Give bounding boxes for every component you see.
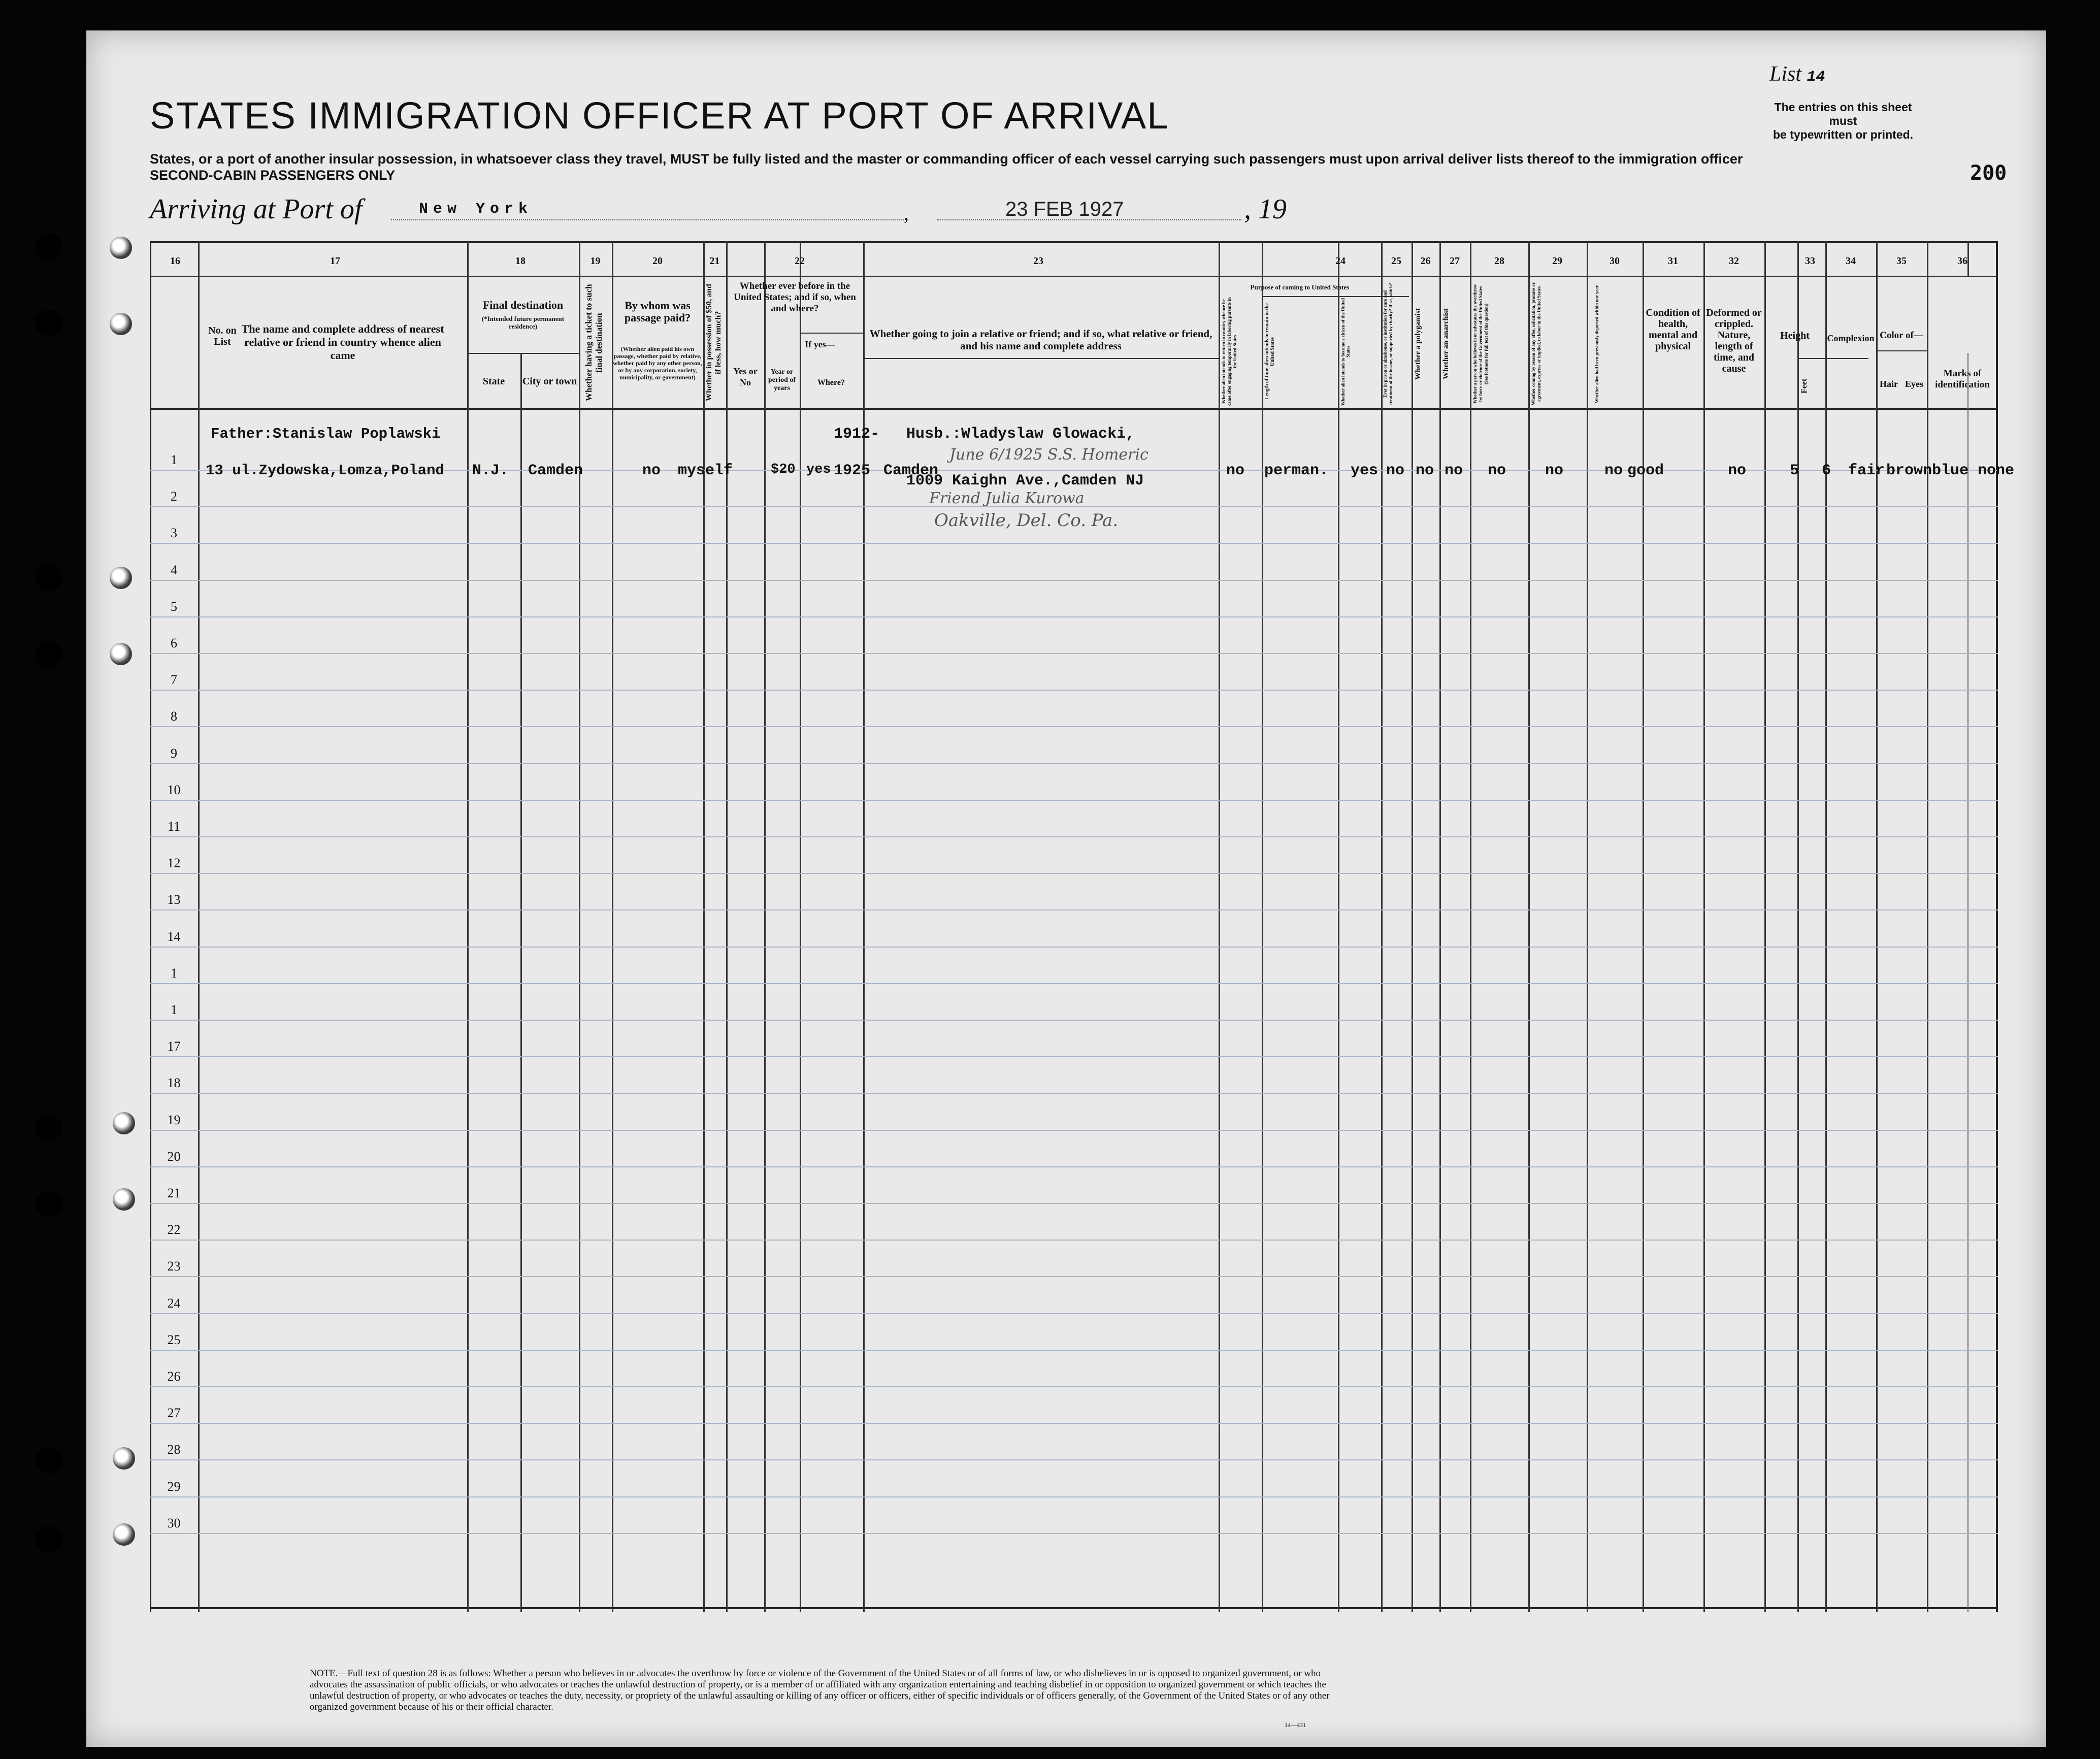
row-line [150,1459,1998,1460]
row-number: 12 [167,856,181,871]
row-number: 10 [167,782,181,797]
binder-hole [36,1526,62,1552]
row-line [150,726,1998,727]
binder-hole [36,641,62,667]
header-complexion: Complexion [1827,333,1875,343]
header-paid-by-sub: (Whether alien paid his own passage, whether paid by relative, whether paid by any other person, or by any corporation, society, municipality, or government) [613,345,702,381]
col-number: 23 [1033,255,1043,267]
year-label: , 19 [1244,193,1287,225]
typewritten-note: The entries on this sheet must be typewritten or printed. [1773,101,1914,141]
row-number: 9 [171,745,177,761]
col-number: 29 [1552,255,1562,267]
row-line [150,1423,1998,1424]
before-yes-no: yes [806,462,831,477]
row-line [150,1093,1998,1094]
row-number: 11 [167,819,181,834]
row-line [150,690,1998,691]
join-line2: 1009 Kaighn Ave.,Camden NJ [906,472,1144,490]
relative-name: Father:Stanislaw Poplawski [211,426,441,442]
header-purpose-b: Length of time alien intends to remain in the United States [1264,303,1275,400]
row-number: 23 [167,1259,181,1274]
anarchist-value: no [1445,462,1463,479]
binder-hole [113,1112,135,1134]
col-number: 16 [170,255,180,267]
row-number: 21 [167,1186,181,1200]
header-overthrow: Whether a person who believes in or advocates the overthrow by force or violence of the Government of the United States (See footnote for full text of this question) [1472,284,1489,404]
row-line [150,1386,1998,1387]
table-rows [150,409,1998,1607]
row-line [150,1350,1998,1351]
col-number: 24 [1335,255,1346,267]
row-number: 1 [171,1002,177,1017]
row-number: 8 [171,709,177,724]
binder-hole [113,1188,135,1211]
row-line [150,947,1998,948]
binder-hole [113,1523,135,1546]
paid-by-value: myself [678,462,733,479]
instructions: States, or a port of another insular possession, in whatsoever class they travel, MUST be fully listed and the master or commanding officer of each vessel carrying such passengers must upon arrival deliver lists thereof to the immigration officer [150,151,1743,167]
header-height: Height [1780,330,1810,341]
row-number: 6 [171,636,177,650]
feet-value: 5 [1790,462,1799,479]
row-number: 28 [167,1442,181,1457]
row-line [150,1130,1998,1131]
header-polygamist: Whether a polygamist [1414,308,1422,380]
hair-value: brown [1886,462,1932,479]
header-marks: Marks of identification [1935,368,1990,390]
row-number: 3 [171,526,177,541]
header-year-period: Year or period of years [768,368,796,392]
col-number: 33 [1805,255,1815,267]
header-anarchist: Whether an anarchist [1442,308,1450,380]
row-line [150,1240,1998,1241]
binder-hole [110,237,132,259]
row-number: 17 [167,1039,181,1054]
col-number: 25 [1391,255,1401,267]
binder-hole [36,565,62,591]
header-eyes: Eyes [1905,379,1923,389]
ticket-value: no [642,462,661,479]
join-handwritten1: June 6/1925 S.S. Homeric [949,446,1149,464]
col-number: 18 [515,255,526,267]
header-color-of: Color of— [1880,330,1923,341]
purpose-b-value: perman. [1264,462,1329,479]
binder-hole [113,1447,135,1470]
row-number: 14 [167,929,181,944]
row-number: 7 [171,672,177,688]
where-value: Camden [883,462,939,479]
col-number: 26 [1420,255,1431,267]
col-number: 22 [795,255,805,267]
money-value: $20 [771,462,796,477]
row-number: 22 [167,1222,181,1237]
binder-hole [110,313,132,335]
join-handwritten3: Oakville, Del. Co. Pa. [934,510,1119,531]
header-ticket: Whether having a ticket to such final destination [584,284,604,402]
row-line [150,983,1998,984]
years-line1: 1912- [834,426,880,443]
purpose-c-value: yes [1351,462,1379,479]
row-line [150,800,1998,801]
row-number: 1 [171,452,177,467]
row-line [150,873,1998,874]
row-number: 2 [171,489,177,504]
header-city: City or town [522,376,577,387]
col-number: 20 [652,255,663,267]
polygamist-value: no [1416,462,1434,479]
row-line [150,1533,1998,1534]
row-number: 24 [167,1295,181,1311]
list-label: List 14 [1769,62,1825,86]
join-handwritten2: Friend Julia Kurowa [929,490,1085,507]
complexion-value: fair [1848,462,1885,479]
row-number: 26 [167,1369,181,1384]
prison-value: no [1386,462,1405,479]
binder-hole [36,1447,62,1474]
header-hair: Hair [1880,379,1898,389]
row-line [150,1056,1998,1057]
join-line1: Husb.:Wladyslaw Glowacki, [906,426,1135,443]
col-number: 36 [1957,255,1967,267]
header-yes-no: Yes or No [733,366,758,387]
header-condition: Condition of health, mental and physical [1646,307,1700,352]
row-line [150,1496,1998,1497]
relative-address: 13 ul.Zydowska,Lomza,Poland [206,462,444,479]
form-code: 14—431 [1285,1721,1306,1729]
manifest-sheet [86,30,2046,1747]
stamp-number: 200 [1970,161,2007,185]
inches-value: 6 [1822,462,1831,479]
page-title: STATES IMMIGRATION OFFICER AT PORT OF ARRIVAL [150,94,1169,137]
header-purpose-c: Whether alien intends to become a citizen of the United States [1340,298,1351,406]
header-prison: Ever in prison or almshouse, or institution for care and treatment of the insane, or supported by charity? If so, which? [1383,283,1393,405]
deformed-value: no [1728,462,1747,479]
row-number: 20 [167,1149,181,1164]
row-line [150,580,1998,581]
header-final-destination: Final destination [482,299,564,311]
class-label: SECOND-CABIN PASSENGERS ONLY [150,168,396,183]
date-stamp: 23 FEB 1927 [1005,198,1124,220]
port-line [391,219,904,220]
arriving-label: Arriving at Port of [150,193,363,225]
dest-state: N.J. [472,462,509,479]
footnote: NOTE.—Full text of question 28 is as follows: Whether a person who believes in or advocates the overthrow by force or violence of the Government of the United States or of all forms of law, or who disbelieves in or is opposed to organized government, or who advocates the assassination of public officials, or who advocates or teaches the unlawful destruction of property, or is a member of or affiliated with any organization entertaining and teaching disbelief in or opposition to organized government or which teaches the unlawful destruction of property, or who advocates or teaches the duty, necessity, or propriety of the unlawful assaulting or killing of any officer or officers, either of specific individuals or of officers generally, of the Government of the United States or of any other organized government because of his or their official character. [310,1668,1330,1712]
header-deported: Whether alien had been previously deported within one year [1594,285,1599,403]
row-line [150,1313,1998,1314]
header-purpose-a: Whether alien intends to return to country whence he came after engaging temporarily in laboring pursuits in the United States [1221,297,1237,406]
row-number: 25 [167,1332,181,1347]
header-feet: Feet [1800,378,1809,394]
row-line [150,616,1998,617]
row-line [150,763,1998,764]
col-number: 31 [1668,255,1678,267]
header-joining: Whether going to join a relative or friend; and if so, what relative or friend, and his name and complete address [869,328,1212,352]
header-where: Where? [817,378,845,387]
col-number: 30 [1610,255,1620,267]
overthrow-value: no [1488,462,1506,479]
col-number: 32 [1729,255,1739,267]
col-number: 17 [330,255,340,267]
condition-value: good [1627,462,1664,479]
port-value: New York [419,201,533,218]
purpose-a-value: no [1226,462,1245,479]
marks-value: none [1978,462,2015,479]
header-offer: Whether coming by reason of any offer, solicitation, promise or agreement, express or implied, to labor in the United States [1531,282,1541,406]
col-number: 34 [1846,255,1856,267]
row-line [150,1203,1998,1204]
row-number: 18 [167,1076,181,1091]
row-number: 19 [167,1112,181,1127]
header-paid-by: By whom was passage paid? [624,299,691,324]
header-no-on-list: No. on List [208,325,237,347]
row-number: 1 [171,965,177,981]
offer-value: no [1545,462,1564,479]
deported-value: no [1604,462,1623,479]
col-number: 21 [709,255,720,267]
binder-hole [36,310,62,336]
row-line [150,909,1998,910]
binder-hole [36,1115,62,1141]
header-before-us: Whether ever before in the United States; and if so, when and where? [734,281,856,314]
row-line [150,1166,1998,1167]
row-line [150,1020,1998,1021]
binder-hole [36,234,62,260]
row-line [150,653,1998,654]
col-number: 28 [1494,255,1504,267]
header-state: State [482,376,505,387]
row-number: 27 [167,1406,181,1421]
binder-hole [110,643,132,665]
row-number: 13 [167,892,181,907]
row-line [150,836,1998,837]
header-final-destination-sub: (*Intended future permanent residence) [481,315,565,330]
col-number: 35 [1896,255,1907,267]
binder-hole [36,1191,62,1217]
years-line2: 1925 [834,462,871,479]
header-nearest-relative: The name and complete address of nearest relative or friend in country whence alien came [241,322,444,362]
row-number: 30 [167,1515,181,1530]
row-number: 4 [171,562,177,577]
eyes-value: blue [1932,462,1969,479]
row-number: 5 [171,599,177,614]
col-number: 27 [1450,255,1460,267]
dest-city: Camden [528,462,583,479]
header-purpose: Purpose of coming to United States [1250,283,1350,291]
binder-hole [110,567,132,589]
col-number: 19 [590,255,601,267]
header-if-yes: If yes— [805,339,835,349]
row-line [150,1276,1998,1277]
row-line [150,543,1998,544]
header-possession: Whether in possession of $50, and if less, how much? [705,284,723,402]
comma: , [904,202,909,224]
header-deformed: Deformed or crippled. Nature, length of time, and cause [1706,307,1762,374]
row-number: 29 [167,1479,181,1494]
